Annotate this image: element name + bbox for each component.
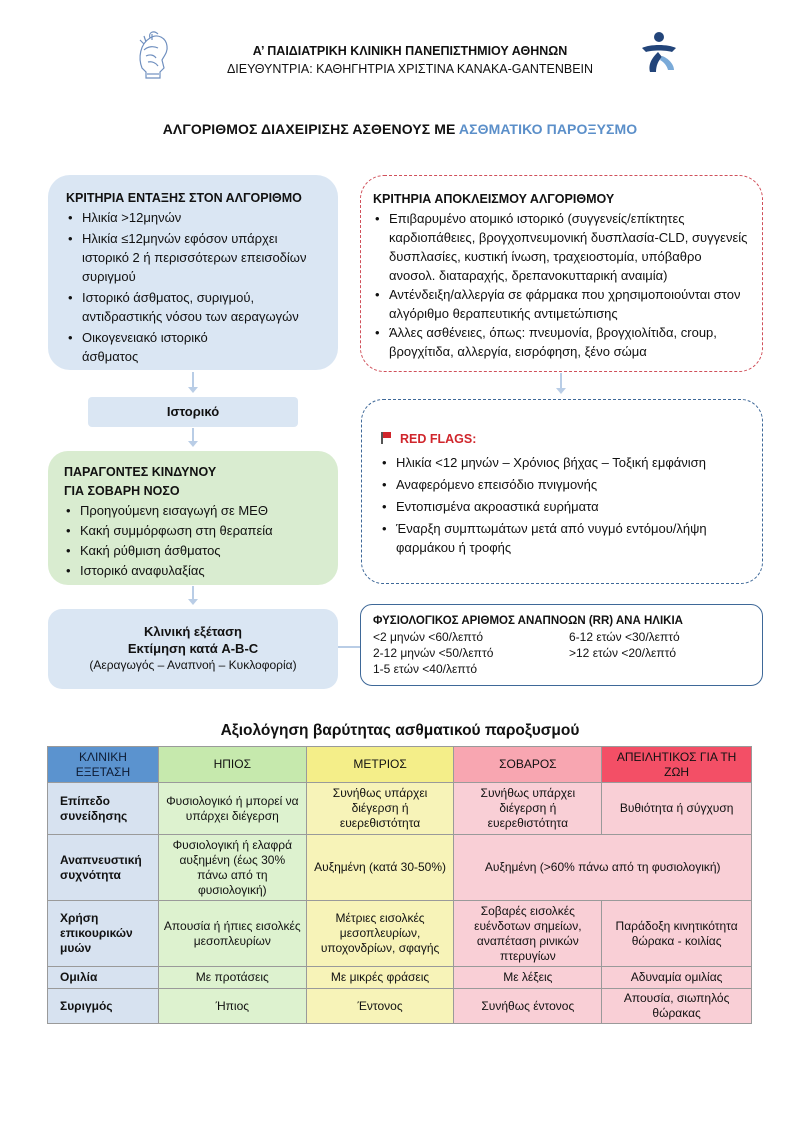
list-item: • Αντένδειξη/αλλεργία σε φάρμακα που χρησιμοποιούνται στον αλγόριθμο θεραπευτικής αντιμετώπισης <box>373 285 748 323</box>
document-title <box>0 121 800 137</box>
clinical-exam-abc: Εκτίμηση κατά A-B-C <box>127 641 259 656</box>
connector <box>192 428 194 442</box>
exclusion-list <box>373 209 748 361</box>
header-life-threatening: ΑΠΕΙΛΗΤΙΚΟΣ ΓΙΑ ΤΗ ΖΩΗ <box>602 747 752 783</box>
risk-list <box>64 501 322 580</box>
risk-heading-line2: ΓΙΑ ΣΟΒΑΡΗ ΝΟΣΟ <box>64 484 180 498</box>
cell-moderate: Έντονος <box>306 989 454 1024</box>
table-row <box>48 835 752 901</box>
list-item: • Ηλικία <12 μηνών – Χρόνιος βήχας – Τοξική εμφάνιση <box>380 453 748 472</box>
cell-mild: Απουσία ή ήπιες εισολκές μεσοπλευρίων <box>158 901 306 967</box>
arrow-down-icon <box>556 388 566 394</box>
list-item: • Ηλικία >12μηνών <box>66 208 322 227</box>
clinic-director: ΔΙΕΥΘΥΝΤΡΙΑ: ΚΑΘΗΓΗΤΡΙΑ ΧΡΙΣΤΙΝΑ ΚΑΝΑΚΑ-GANTENBEIN <box>226 62 594 76</box>
severity-table-title: Αξιολόγηση βαρύτητας ασθματικού παροξυσμού <box>220 722 580 739</box>
header-mild: ΗΠΙΟΣ <box>158 747 306 783</box>
red-flags-heading <box>380 430 748 449</box>
list-item: • Έναρξη συμπτωμάτων μετά από νυγμό εντόμου/λήψη φαρμάκου ή τροφής <box>380 519 748 557</box>
history-step: Ιστορικό <box>88 397 298 427</box>
cell-life-threatening: Βυθιότητα ή σύγχυση <box>602 783 752 835</box>
cell-moderate: Μέτριες εισολκές μεσοπλευρίων, υποχονδρίων, σφαγής <box>306 901 454 967</box>
list-item: • Ηλικία ≤12μηνών εφόσον υπάρχει ιστορικό 2 ή περισσότερων επεισοδίων συριγμού <box>66 229 322 286</box>
cell-severe: Συνήθως υπάρχει διέγερση ή ευερεθιστότητα <box>454 783 602 835</box>
arrow-down-icon <box>188 599 198 605</box>
list-item: • Προηγούμενη εισαγωγή σε ΜΕΘ <box>64 501 322 520</box>
connector <box>560 373 562 389</box>
inclusion-list <box>66 208 322 366</box>
inclusion-criteria-box <box>48 175 338 370</box>
rr-heading: ΦΥΣΙΟΛΟΓΙΚΟΣ ΑΡΙΘΜΟΣ ΑΝΑΠΝΟΩΝ (RR) ΑΝΑ ΗΛΙΚΙΑ <box>373 615 683 627</box>
table-row <box>48 989 752 1024</box>
cell-mild: Φυσιολογική ή ελαφρά αυξημένη (έως 30% πάνω από τη φυσιολογική) <box>158 835 306 901</box>
row-label: Συριγμός <box>48 989 159 1024</box>
inclusion-heading: ΚΡΙΤΗΡΙΑ ΕΝΤΑΞΗΣ ΣΤΟΝ ΑΛΓΟΡΙΘΜΟ <box>66 191 302 205</box>
red-flags-list <box>380 453 748 557</box>
cell-moderate: Αυξημένη (κατά 30-50%) <box>306 835 454 901</box>
cell-mild: Ήπιος <box>158 989 306 1024</box>
list-item: • Ιστορικό αναφυλαξίας <box>64 561 322 580</box>
rr-item: <2 μηνών <60/λεπτό <box>373 630 484 644</box>
cell-life-threatening: Αδυναμία ομιλίας <box>602 967 752 989</box>
title-main: ΑΛΓΟΡΙΘΜΟΣ ΔΙΑΧΕΙΡΙΣΗΣ ΑΣΘΕΝΟΥΣ ΜΕ <box>162 121 456 137</box>
cell-severe: Σοβαρές εισολκές ευένδοτων σημείων, αναπέταση ρινικών πτερυγίων <box>454 901 602 967</box>
cell-severe: Συνήθως έντονος <box>454 989 602 1024</box>
cell-severe-life-threatening: Αυξημένη (>60% πάνω από τη φυσιολογική) <box>454 835 752 901</box>
cell-life-threatening: Παράδοξη κινητικότητα θώρακα - κοιλίας <box>602 901 752 967</box>
clinical-exam-box <box>48 609 338 689</box>
row-label: Επίπεδο συνείδησης <box>48 783 159 835</box>
cell-moderate: Συνήθως υπάρχει διέγερση ή ευερεθιστότητα <box>306 783 454 835</box>
clinical-exam-title: Κλινική εξέταση <box>144 624 242 639</box>
red-flags-label: RED FLAGS: <box>400 432 477 446</box>
list-item: • Άλλες ασθένειες, όπως: πνευμονία, βρογχιολίτιδα, croup, βρογχίτιδα, αλλεργία, εισρόφηση, ξένο σώμα <box>373 323 748 361</box>
list-item: • Ιστορικό άσθματος, συριγμού, αντιδραστικής νόσου των αεραγωγών <box>66 288 322 326</box>
rr-values <box>373 629 750 677</box>
cell-severe: Με λέξεις <box>454 967 602 989</box>
cell-moderate: Με μικρές φράσεις <box>306 967 454 989</box>
table-row <box>48 901 752 967</box>
arrow-down-icon <box>188 387 198 393</box>
arrow-down-icon <box>188 441 198 447</box>
list-item: • Κακή ρύθμιση άσθματος <box>64 541 322 560</box>
row-label: Χρήση επικουρικών μυών <box>48 901 159 967</box>
connector <box>338 646 360 648</box>
header-severe: ΣΟΒΑΡΟΣ <box>454 747 602 783</box>
rr-item: 2-12 μηνών <50/λεπτό <box>373 646 494 660</box>
clinical-exam-abc-detail: (Αεραγωγός – Αναπνοή – Κυκλοφορία) <box>89 658 297 672</box>
red-flag-icon <box>380 432 394 444</box>
cell-life-threatening: Απουσία, σιωπηλός θώρακας <box>602 989 752 1024</box>
risk-heading-line1: ΠΑΡΑΓΟΝΤΕΣ ΚΙΝΔΥΝΟΥ <box>64 465 217 479</box>
header-clinical-exam: ΚΛΙΝΙΚΗ ΕΞΕΤΑΣΗ <box>48 747 159 783</box>
title-highlight: ΑΣΘΜΑΤΙΚΟ ΠΑΡΟΞΥΣΜΟ <box>458 121 638 137</box>
list-item: • Επιβαρυμένο ατομικό ιστορικό (συγγενείς/επίκτητες καρδιοπάθειες, βρογχοπνευμονική δυσπλασία-CLD, συγγενείς δυσπλασίες, κυστική ίνωση, τραχειοστομία, υπόβαθρο ανοσολ. διαταραχής, δρεπανοκυτταρική αναιμία) <box>373 209 748 285</box>
athena-head-icon <box>132 28 174 82</box>
list-item: • Αναφερόμενο επεισόδιο πνιγμονής <box>380 475 748 494</box>
clinic-name: Α’ ΠΑΙΔΙΑΤΡΙΚΗ ΚΛΙΝΙΚΗ ΠΑΝΕΠΙΣΤΗΜΙΟΥ ΑΘΗΝΩΝ <box>252 44 568 58</box>
rr-item: 1-5 ετών <40/λεπτό <box>373 662 478 676</box>
exclusion-heading: ΚΡΙΤΗΡΙΑ ΑΠΟΚΛΕΙΣΜΟΥ ΑΛΓΟΡΙΘΜΟΥ <box>373 192 615 206</box>
respiratory-rate-box <box>360 604 763 686</box>
child-figure-icon <box>636 30 682 76</box>
table-row <box>48 967 752 989</box>
header-moderate: ΜΕΤΡΙΟΣ <box>306 747 454 783</box>
table-row <box>48 783 752 835</box>
row-label: Αναπνευστική συχνότητα <box>48 835 159 901</box>
list-item: • Κακή συμμόρφωση στη θεραπεία <box>64 521 322 540</box>
connector <box>192 372 194 388</box>
rr-item: 6-12 ετών <30/λεπτό <box>569 630 680 644</box>
rr-item: >12 ετών <20/λεπτό <box>569 646 677 660</box>
cell-mild: Με προτάσεις <box>158 967 306 989</box>
row-label: Ομιλία <box>48 967 159 989</box>
table-header-row <box>48 747 752 783</box>
connector <box>192 586 194 600</box>
list-item: • Οικογενειακό ιστορικό άσθματος <box>66 328 322 366</box>
cell-mild: Φυσιολογικό ή μπορεί να υπάρχει διέγερση <box>158 783 306 835</box>
list-item: • Εντοπισμένα ακροαστικά ευρήματα <box>380 497 748 516</box>
exclusion-criteria-box <box>360 175 763 372</box>
red-flags-box <box>361 399 763 584</box>
severity-table <box>47 746 752 1024</box>
rr-item <box>569 661 750 677</box>
risk-factors-box <box>48 451 338 585</box>
